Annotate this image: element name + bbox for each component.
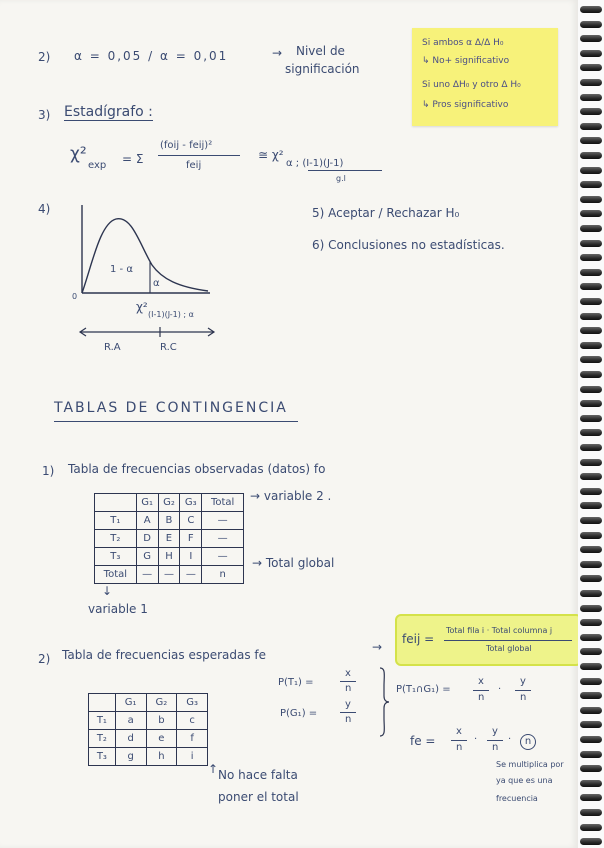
p-inter-b-den: n: [520, 692, 527, 703]
p-inter-a-num: x: [478, 676, 484, 687]
rejection-region-label: R.C: [160, 342, 177, 353]
fe-dot-1: ·: [474, 734, 478, 745]
frac-bar: [451, 740, 467, 741]
spiral-ring: [580, 64, 602, 71]
observed-table-cell: T₁: [95, 512, 137, 530]
table2-number: 2): [38, 652, 51, 666]
expected-table-header-cell: G₂: [146, 694, 177, 712]
acceptance-region-label: R.A: [104, 342, 121, 353]
frac-bar: [515, 690, 531, 691]
formula-numerator: (foij - feij)²: [160, 140, 213, 151]
region-one-minus-alpha: 1 - α: [110, 264, 133, 275]
expected-table-cell: a: [115, 712, 146, 730]
expected-table-cell: T₂: [89, 730, 116, 748]
fe-b-num: y: [492, 726, 498, 737]
observed-table-row: [95, 548, 244, 566]
observed-table-cell: T₃: [95, 548, 137, 566]
spiral-ring: [580, 532, 602, 539]
observed-table-cell: —: [202, 548, 244, 566]
spiral-ring: [580, 196, 602, 203]
p-inter-dot: ·: [498, 684, 502, 695]
no-hace-arrow: ↑: [208, 762, 219, 776]
expected-table-cell: h: [146, 748, 177, 766]
spiral-ring: [580, 648, 602, 655]
spiral-ring: [580, 590, 602, 597]
fe-formula-denominator: Total global: [486, 644, 532, 653]
spiral-ring: [580, 371, 602, 378]
fe-formula-lhs: feij =: [402, 632, 435, 646]
origin-zero: 0: [72, 292, 78, 301]
expected-table-cell: f: [177, 730, 208, 748]
spiral-ring: [580, 79, 602, 86]
critical-subscript: (I-1)(J-1) ; α: [148, 310, 194, 319]
observed-table-cell: A: [136, 512, 158, 530]
variable-2-label: → variable 2 .: [250, 489, 332, 503]
expected-table-cell: g: [115, 748, 146, 766]
formula-denominator: feij: [186, 160, 202, 171]
spiral-ring: [580, 167, 602, 174]
spiral-ring: [580, 152, 602, 159]
spiral-ring: [580, 736, 602, 743]
fe-a-den: n: [456, 742, 463, 753]
observed-table-cell: —: [180, 566, 202, 584]
expected-table-header-cell: G₃: [177, 694, 208, 712]
spiral-ring: [580, 502, 602, 509]
item-number-4: 4): [38, 202, 51, 216]
fe-eq-label: fe =: [410, 734, 436, 748]
frac-bar: [473, 690, 489, 691]
spiral-ring: [580, 809, 602, 816]
fe-fraction-bar: [444, 640, 572, 641]
observed-table-cell: n: [202, 566, 244, 584]
table1-number: 1): [42, 464, 55, 478]
spiral-ring: [580, 429, 602, 436]
spiral-ring: [580, 546, 602, 553]
expected-table-header-row: [89, 694, 208, 712]
nivel-label-line2: significación: [285, 62, 360, 76]
expected-table-cell: c: [177, 712, 208, 730]
no-hace-line-1: No hace falta: [218, 768, 298, 782]
brace: [378, 666, 390, 738]
sticky-line-2: ↳ No+ significativo: [422, 56, 510, 66]
gl-label: g.l: [336, 174, 346, 183]
note-line-3: frecuencia: [496, 794, 538, 803]
spiral-ring: [580, 459, 602, 466]
fraction-bar: [158, 155, 240, 156]
sum-sign: = Σ: [122, 152, 144, 166]
observed-table-header-row: [95, 494, 244, 512]
expected-table-cell: e: [146, 730, 177, 748]
no-hace-line-2: poner el total: [218, 790, 299, 804]
table2-label: Tabla de frecuencias esperadas fe: [62, 648, 267, 662]
spiral-ring: [580, 240, 602, 247]
total-global-label: → Total global: [252, 556, 335, 570]
table2-arrow: →: [372, 640, 383, 654]
spiral-ring: [580, 794, 602, 801]
estadigrafo-heading: Estadígrafo :: [64, 104, 153, 120]
expected-table-row: [89, 748, 208, 766]
gl-underline: [308, 170, 382, 171]
sticky-line-1: Si ambos α Δ/Δ H₀: [422, 38, 504, 48]
spiral-ring: [580, 94, 602, 101]
observed-table-header-cell: G₂: [158, 494, 180, 512]
expected-table-cell: b: [146, 712, 177, 730]
alpha-values: α = 0,05 / α = 0,01: [74, 49, 229, 63]
spiral-ring: [580, 721, 602, 728]
spiral-ring: [580, 254, 602, 261]
note-line-2: ya que es una: [496, 776, 553, 785]
spiral-ring: [580, 225, 602, 232]
spiral-ring: [580, 575, 602, 582]
fe-a-num: x: [456, 726, 462, 737]
p-t1-num: x: [345, 668, 351, 679]
spiral-ring: [580, 313, 602, 320]
expected-table-cell: T₁: [89, 712, 116, 730]
fe-dot-2: ·: [508, 734, 512, 745]
item-number-3: 3): [38, 108, 51, 122]
spiral-ring: [580, 765, 602, 772]
region-alpha-tail: α: [153, 278, 160, 289]
observed-table-row: [95, 566, 244, 584]
spiral-ring: [580, 634, 602, 641]
spiral-ring: [580, 561, 602, 568]
chi-square-distribution-graph: [70, 205, 230, 305]
fe-circled-n: n: [520, 734, 536, 750]
spiral-ring: [580, 838, 602, 845]
expected-table-header-cell: [89, 694, 116, 712]
spiral-ring: [580, 123, 602, 130]
note-line-1: Se multiplica por: [496, 760, 564, 769]
spiral-ring: [580, 619, 602, 626]
step-5: 5) Aceptar / Rechazar H₀: [312, 206, 460, 220]
observed-table-header-cell: Total: [202, 494, 244, 512]
spiral-ring: [580, 386, 602, 393]
sticky-line-3: Si uno ΔH₀ y otro Δ H₀: [422, 80, 521, 90]
observed-table-header-cell: [95, 494, 137, 512]
spiral-ring: [580, 50, 602, 57]
region-arrow: [78, 326, 228, 338]
observed-table-cell: Total: [95, 566, 137, 584]
spiral-ring: [580, 751, 602, 758]
observed-table-cell: I: [180, 548, 202, 566]
spiral-ring: [580, 707, 602, 714]
expected-table-row: [89, 730, 208, 748]
expected-table-header-cell: G₁: [115, 694, 146, 712]
observed-table-cell: —: [202, 530, 244, 548]
sticky-line-4: ↳ Pros significativo: [422, 100, 509, 110]
spiral-ring: [580, 400, 602, 407]
observed-frequency-table: [94, 493, 244, 584]
spiral-ring: [580, 210, 602, 217]
expected-table-cell: d: [115, 730, 146, 748]
heading-underline: [54, 421, 298, 422]
p-g1-num: y: [345, 699, 351, 710]
chi-exp-subscript: exp: [88, 160, 107, 171]
spiral-ring: [580, 327, 602, 334]
spiral-ring: [580, 269, 602, 276]
variable-1-arrow: ↓: [102, 584, 113, 598]
observed-table-row: [95, 530, 244, 548]
observed-table-cell: C: [180, 512, 202, 530]
spiral-ring: [580, 517, 602, 524]
p-g1-label: P(G₁) =: [280, 708, 318, 719]
item-number-2: 2): [38, 50, 51, 64]
spiral-ring: [580, 780, 602, 787]
arrow: →: [272, 46, 283, 60]
spiral-ring: [580, 692, 602, 699]
spiral-ring: [580, 21, 602, 28]
spiral-ring: [580, 473, 602, 480]
spiral-ring: [580, 663, 602, 670]
expected-table-cell: T₃: [89, 748, 116, 766]
table1-label: Tabla de frecuencias observadas (datos) fo: [68, 462, 326, 476]
observed-table-cell: F: [180, 530, 202, 548]
p-t1-den: n: [345, 683, 352, 694]
expected-frequency-table: [88, 693, 208, 766]
variable-1-label: variable 1: [88, 602, 148, 616]
observed-table-header-cell: G₃: [180, 494, 202, 512]
p-intersection-label: P(T₁∩G₁) =: [396, 684, 451, 695]
frac-bar: [487, 740, 503, 741]
p-inter-b-num: y: [520, 676, 526, 687]
tablas-heading: TABLAS DE CONTINGENCIA: [54, 400, 288, 416]
spiral-ring: [580, 605, 602, 612]
spiral-ring: [580, 137, 602, 144]
observed-table-cell: —: [158, 566, 180, 584]
sticky-note: [412, 28, 558, 126]
frac-bar: [340, 681, 356, 682]
frac-bar: [340, 712, 356, 713]
spiral-ring: [580, 444, 602, 451]
p-t1-label: P(T₁) =: [278, 677, 314, 688]
critical-chi: χ²: [136, 300, 148, 314]
spiral-ring: [580, 342, 602, 349]
spiral-ring: [580, 678, 602, 685]
observed-table-row: [95, 512, 244, 530]
p-g1-den: n: [345, 714, 352, 725]
approx-chi: ≅ χ²: [258, 148, 284, 162]
observed-table-header-cell: G₁: [136, 494, 158, 512]
spiral-ring: [580, 108, 602, 115]
chi-rhs-subscript: α ; (I-1)(J-1): [286, 158, 344, 169]
observed-table-cell: —: [136, 566, 158, 584]
expected-table-row: [89, 712, 208, 730]
spiral-ring: [580, 6, 602, 13]
observed-table-cell: H: [158, 548, 180, 566]
observed-table-cell: T₂: [95, 530, 137, 548]
spiral-ring: [580, 181, 602, 188]
expected-table-cell: i: [177, 748, 208, 766]
spiral-ring: [580, 415, 602, 422]
observed-table-cell: B: [158, 512, 180, 530]
nivel-label-line1: Nivel de: [296, 44, 345, 58]
spiral-ring: [580, 488, 602, 495]
observed-table-cell: G: [136, 548, 158, 566]
step-6: 6) Conclusiones no estadísticas.: [312, 238, 505, 252]
observed-table-cell: E: [158, 530, 180, 548]
p-inter-a-den: n: [478, 692, 485, 703]
spiral-ring: [580, 356, 602, 363]
chi-square-lhs: χ²: [70, 144, 87, 164]
observed-table-cell: D: [136, 530, 158, 548]
fe-b-den: n: [492, 742, 499, 753]
spiral-ring: [580, 35, 602, 42]
observed-table-cell: —: [202, 512, 244, 530]
fe-formula-numerator: Total fila i · Total columna j: [446, 626, 553, 635]
notebook-spiral-binding: [578, 0, 604, 848]
spiral-ring: [580, 298, 602, 305]
spiral-ring: [580, 283, 602, 290]
spiral-ring: [580, 824, 602, 831]
